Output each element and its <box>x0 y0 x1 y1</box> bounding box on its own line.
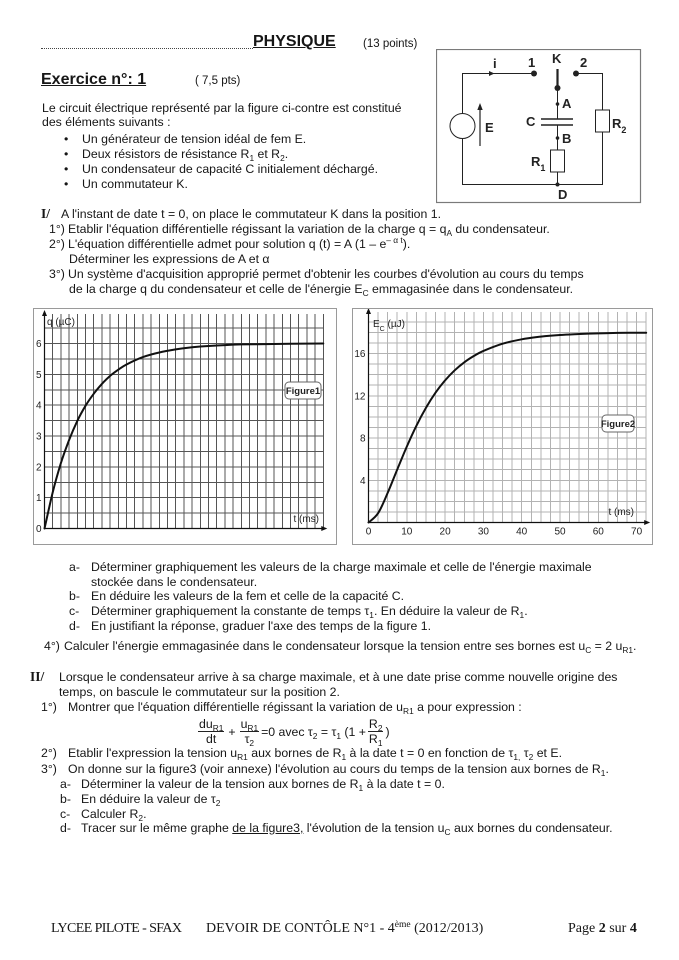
fraction-denominator: dt <box>206 732 217 746</box>
subscript: C <box>585 644 592 655</box>
subscript: 2 <box>138 812 144 823</box>
part1-marker: I/ <box>41 206 51 221</box>
x-axis-title: t (ms) <box>608 507 634 518</box>
subscript: 2 <box>280 152 285 163</box>
label-run: q (µC) <box>47 317 75 328</box>
question-text <box>68 762 609 776</box>
figure1-chart <box>34 309 336 544</box>
y-tick-label: 3 <box>35 431 42 443</box>
item-label: d- <box>60 821 71 835</box>
exercise-points: ( 7,5 pts) <box>195 75 241 87</box>
switch-label: K <box>552 51 562 66</box>
text-run: = 2 u <box>591 639 623 653</box>
text-run: Page <box>568 921 599 936</box>
item-text <box>81 777 445 791</box>
position-2-label: 2 <box>580 55 588 70</box>
text-run: . <box>524 604 528 618</box>
text-run: a pour expression : <box>413 700 522 714</box>
footer-school: LYCEE PILOTE - SFAX <box>51 921 182 936</box>
item-label: d- <box>69 619 80 633</box>
text-run: R <box>368 732 378 746</box>
bullet: • <box>64 132 69 146</box>
y-tick-label: 5 <box>35 369 42 381</box>
terminal-2-dot <box>573 71 579 77</box>
subscript: 2 <box>528 751 534 762</box>
node-b-dot <box>556 136 560 140</box>
subscript: R1 <box>622 644 634 655</box>
y-tick-label: 0 <box>35 524 42 535</box>
question-text <box>68 700 522 714</box>
text-run: l'évolution de la tension u <box>303 821 445 835</box>
text-run: L'équation différentielle admet pour solution q (t) = A (1 – e <box>68 237 387 251</box>
text-run: sur <box>605 921 630 936</box>
x-tick-label: 50 <box>554 526 566 538</box>
r1-symbol: R <box>531 154 541 169</box>
y-axis-title <box>47 317 75 328</box>
x-tick-label: 20 <box>439 526 451 538</box>
subscript: 2 <box>215 797 221 808</box>
intro-line: des éléments suivants : <box>42 115 171 129</box>
subscript: 2 <box>312 730 318 741</box>
underlined-text: de la figure3, <box>232 821 304 835</box>
text-run: et R <box>254 147 281 161</box>
y-tick-label: 4 <box>359 475 366 487</box>
subscript: R1 <box>403 705 414 716</box>
item-text <box>81 821 613 835</box>
question-number: 3°) <box>41 762 57 776</box>
capacitor-label: C <box>526 114 536 129</box>
text-run: . <box>284 147 289 161</box>
x-axis-title: t (ms) <box>293 514 319 525</box>
text-run: Deux résistors de résistance R <box>82 147 250 161</box>
grid <box>45 314 324 529</box>
text-run: de la charge q du condensateur et celle de l'énergie E <box>69 282 363 296</box>
intro-line: Le circuit électrique représenté par la figure ci-contre est constitué <box>42 101 402 115</box>
text-run: = τ <box>317 725 337 739</box>
current-label: i <box>493 56 497 71</box>
text-run: Déterminer graphiquement la constante de temps τ <box>91 604 370 618</box>
node-d-label: D <box>558 187 568 202</box>
plus-sign: + <box>228 725 236 739</box>
bullet: • <box>64 147 69 161</box>
subscript: 1, <box>513 751 521 762</box>
question-number: 1°) <box>49 222 65 236</box>
fraction-u-over-tau <box>240 718 260 746</box>
emf-label: E <box>485 120 494 135</box>
bold-text: 4 <box>629 921 637 936</box>
question-text <box>68 237 410 251</box>
x-axis-arrow-icon <box>644 520 650 525</box>
text-run: Déterminer la valeur de la tension aux bornes de R <box>81 777 359 791</box>
x-tick-label: 10 <box>401 526 413 538</box>
node-a-dot <box>556 102 560 106</box>
bold-text: 2 <box>598 921 606 936</box>
fraction-numerator <box>240 718 260 732</box>
part1-intro: A l'instant de date t = 0, on place le commutateur K dans la position 1. <box>61 207 442 221</box>
r1-subscript: 1 <box>540 163 546 173</box>
question-text: Déterminer les expressions de A et α <box>69 252 270 266</box>
question-text <box>68 746 562 760</box>
item-label: b- <box>60 792 71 806</box>
text-run: On donne sur la figure3 (voir annexe) l'évolution au cours du temps de la tension aux bornes de R <box>68 762 601 776</box>
subscript: R1 <box>212 722 224 733</box>
equation-middle <box>261 725 366 739</box>
text-run: DEVOIR DE CONTÔLE N°1 - 4 <box>206 921 395 936</box>
text-run: à la date t = 0. <box>363 777 445 791</box>
closing-paren: ) <box>385 725 390 739</box>
item-label: a- <box>69 560 80 574</box>
subscript: 2 <box>249 737 255 748</box>
subscript: A <box>446 227 453 238</box>
subscript: R1 <box>247 722 259 733</box>
superscript: ème <box>394 919 411 930</box>
list-item <box>82 147 288 161</box>
subscript: 1 <box>336 730 341 741</box>
superscript: – α t <box>386 235 403 246</box>
y-axis-arrow-icon <box>366 309 371 314</box>
figure-tag <box>285 382 321 399</box>
y-tick-label: 12 <box>354 391 366 403</box>
fraction-numerator <box>198 718 224 732</box>
fraction-denominator <box>369 732 383 746</box>
list-item <box>82 162 378 176</box>
node-a-label: A <box>562 96 572 111</box>
y-tick-label: 2 <box>35 462 42 474</box>
item-text <box>81 792 220 806</box>
fraction-numerator <box>368 718 384 732</box>
footer-page-number <box>568 921 637 937</box>
item-label: a- <box>60 777 71 791</box>
text-run: ). <box>402 237 411 251</box>
item-text: Déterminer graphiquement les valeurs de la charge maximale et celle de l'énergie maximale <box>91 560 592 574</box>
text-run: Calculer l'énergie emmagasinée dans le condensateur lorsque la tension entre ses bornes est u <box>64 639 586 653</box>
item-text: En justifiant la réponse, graduer l'axe des temps de la figure 1. <box>91 619 432 633</box>
bullet: • <box>64 162 69 176</box>
subscript: 1 <box>358 782 364 793</box>
generator-symbol <box>450 114 475 139</box>
text-run: τ <box>244 732 250 746</box>
figure-tag <box>601 415 635 432</box>
x-tick-label: 40 <box>516 526 528 538</box>
item-label: c- <box>60 807 71 821</box>
subscript: 1 <box>377 737 383 748</box>
resistor-r1 <box>551 150 565 172</box>
figure1-panel <box>33 308 337 545</box>
list-item <box>82 132 306 146</box>
differential-equation <box>196 718 390 746</box>
item-text <box>91 604 528 618</box>
text-run: Tracer sur le même graphe <box>81 821 233 835</box>
question-number: 1°) <box>41 700 57 714</box>
x-tick-label: 70 <box>631 526 643 538</box>
subscript: 1 <box>600 767 606 778</box>
r2-symbol: R <box>612 116 622 131</box>
figure-tag-label: Figure1 <box>285 386 321 397</box>
text-run: (2012/2013) <box>410 921 484 936</box>
question-text <box>68 222 550 236</box>
text-run: . En déduire la valeur de R <box>373 604 520 618</box>
part2-intro: Lorsque le condensateur arrive à sa charge maximale, et à une date prise comme nouvelle origine des <box>59 670 618 684</box>
text-run: à la date t = 0 en fonction de τ <box>346 746 514 760</box>
figure-tag-label: Figure2 <box>600 419 636 430</box>
subscript: C <box>444 826 451 837</box>
text-run: du <box>199 717 213 731</box>
item-label: b- <box>69 589 80 603</box>
question-text: Un système d'acquisition approprié permet d'obtenir les courbes d'évolution au cours du temps <box>68 267 584 281</box>
item-label: c- <box>69 604 80 618</box>
text-run: En déduire la valeur de τ <box>81 792 216 806</box>
subject-title: PHYSIQUE <box>253 33 336 50</box>
x-tick-label: 60 <box>592 526 604 538</box>
question-number: 3°) <box>49 267 65 281</box>
text-run: Calculer R <box>81 807 139 821</box>
subscript: 1 <box>249 152 255 163</box>
part2-marker: II/ <box>30 669 45 684</box>
item-text: stockée dans le condensateur. <box>91 575 258 589</box>
resistor-r2 <box>596 110 610 132</box>
terminal-1-dot <box>531 71 537 77</box>
node-b-label: B <box>562 131 572 146</box>
item-text <box>81 807 146 821</box>
text-run: u <box>240 717 248 731</box>
text-run: . <box>143 807 147 821</box>
subscript: 1 <box>341 751 347 762</box>
figure2-panel <box>352 308 653 545</box>
x-axis-arrow-icon <box>321 526 327 531</box>
text-run: τ <box>520 746 529 760</box>
text-run: du condensateur. <box>452 222 550 236</box>
bullet: • <box>64 177 69 191</box>
question-number: 2°) <box>41 746 57 760</box>
text-run: Etablir l'expression la tension u <box>68 746 238 760</box>
fraction-dudt <box>198 718 224 746</box>
y-tick-label: 16 <box>354 349 366 361</box>
question-text <box>69 282 573 296</box>
text-run: Un condensateur de capacité C initialement déchargé. <box>82 162 378 176</box>
y-tick-label: 4 <box>35 400 42 412</box>
question-number: 4°) <box>44 639 60 653</box>
x-tick-label: 30 <box>477 526 489 538</box>
subject-points: (13 points) <box>363 38 418 50</box>
text-run: . <box>633 639 637 653</box>
text-run: =0 avec τ <box>261 725 313 739</box>
subscript: C <box>362 287 369 298</box>
text-run: emmagasinée dans le condensateur. <box>368 282 574 296</box>
list-item <box>82 177 188 191</box>
subscript: 1 <box>369 609 374 620</box>
text-run: aux bornes du condensateur. <box>450 821 613 835</box>
label-subscript: C <box>379 325 385 333</box>
text-run: et E. <box>533 746 563 760</box>
subscript: 2 <box>377 722 383 733</box>
question-number: 2°) <box>49 237 65 251</box>
text-run: Etablir l'équation différentielle régissant la variation de la charge q = q <box>68 222 447 236</box>
text-run: . <box>605 762 609 776</box>
part2-intro: temps, on bascule le commutateur sur la position 2. <box>59 685 340 699</box>
text-run: (1 + <box>340 725 366 739</box>
text-run: Un commutateur K. <box>82 177 188 191</box>
y-axis-arrow-icon <box>42 310 47 316</box>
label-run: (µJ) <box>384 319 405 330</box>
header-rule <box>41 48 253 49</box>
position-1-label: 1 <box>528 55 536 70</box>
text-run: aux bornes de R <box>247 746 342 760</box>
fraction-r2-over-r1 <box>368 718 384 746</box>
question-text <box>64 639 636 653</box>
label-run: E <box>373 319 380 330</box>
subscript: 1 <box>519 609 525 620</box>
switch-pivot-dot <box>555 85 561 91</box>
subscript: R1 <box>237 751 248 762</box>
figure2-chart <box>353 309 652 544</box>
node-d-dot <box>556 183 560 187</box>
item-text: En déduire les valeurs de la fem et celle de la capacité C. <box>91 589 405 603</box>
exercise-title: Exercice n°: 1 <box>41 71 147 88</box>
text-run: Montrer que l'équation différentielle régissant la variation de u <box>68 700 404 714</box>
fraction-denominator <box>245 732 255 746</box>
y-tick-label: 6 <box>35 339 42 351</box>
y-tick-label: 8 <box>359 433 366 445</box>
x-tick-label: 0 <box>365 526 372 538</box>
r2-subscript: 2 <box>621 125 627 135</box>
y-tick-label: 1 <box>35 493 42 505</box>
footer-exam <box>206 921 483 937</box>
text-run: R <box>368 717 378 731</box>
text-run: Un générateur de tension idéal de fem E. <box>82 132 307 146</box>
circuit-diagram <box>436 49 642 204</box>
